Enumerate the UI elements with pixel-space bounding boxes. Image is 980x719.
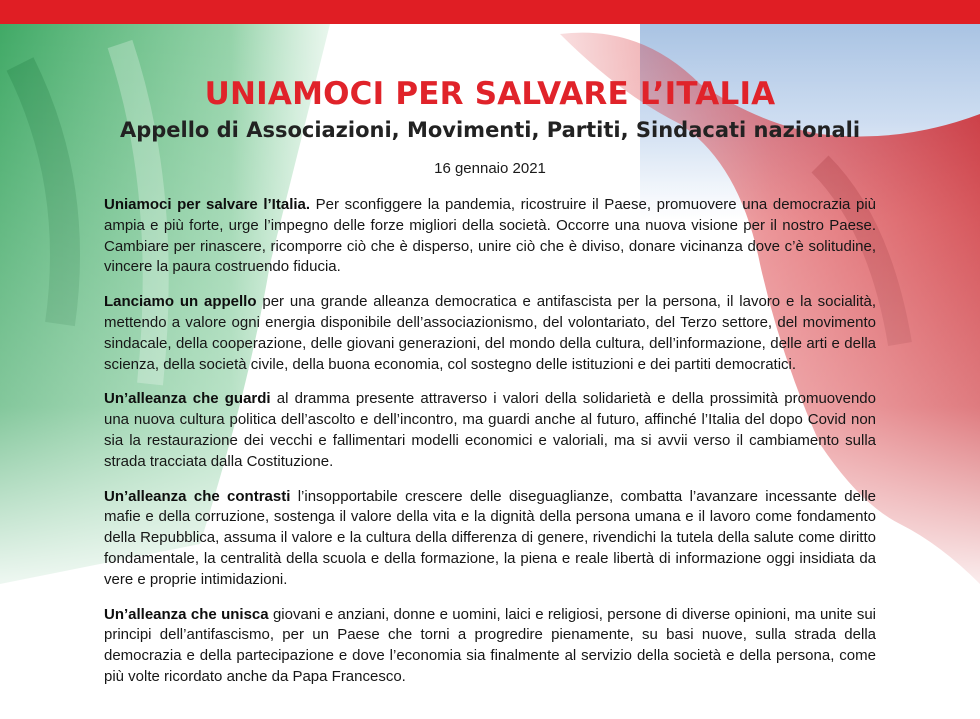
paragraph-lead: Un’alleanza che unisca [104, 605, 269, 623]
appeal-body [104, 195, 876, 702]
document-date: 16 gennaio 2021 [434, 160, 546, 177]
paragraph-text: giovani e anziani, donne e uomini, laici e religiosi, persone di diverse opinioni, ma unite sui principi dell’antifascismo, per un Paese che torni a progredire pienamente, su basi nuove, sulla strada della democrazia e della partecipazione e dove l’economia sia finalmente al servizio della società e della persona, come più volte ricordato anche da Papa Francesco. [104, 605, 876, 685]
page-title: UNIAMOCI PER SALVARE L’ITALIA [204, 76, 776, 112]
paragraph-lead: Uniamoci per salvare l’Italia. [104, 196, 311, 213]
paragraph-5 [104, 605, 876, 688]
paragraph-lead: Lanciamo un appello [104, 293, 257, 311]
paragraph-lead: Un’alleanza che contrasti [104, 487, 291, 505]
document-content [0, 24, 980, 719]
top-red-bar [0, 0, 980, 24]
paragraph-3 [104, 389, 876, 472]
paragraph-lead: Un’alleanza che guardi [104, 390, 271, 408]
paragraph-1 [104, 195, 876, 278]
paragraph-text: al dramma presente attraverso i valori della solidarietà e della prossimità promuovendo una nuova cultura politica dell’ascolto e dell’incontro, ma guardi anche al futuro, affinché l’Italia del dopo Covid non sia la restaurazione dei vecchi e fallimentari modelli economici e valoriali, ma si avvii verso il cambiamento sulla strada tracciata dalla Costituzione. [104, 390, 876, 470]
paragraph-text: per una grande alleanza democratica e antifascista per la persona, il lavoro e la socialità, mettendo a valore ogni energia disponibile dell’associazionismo, del volontariato, del Terzo settore, del movimento sindacale, della cooperazione, delle giovani generazioni, del mondo della cultura, dell’informazione, delle arti e della scienza, della società civile, della buona economia, col sostegno delle istituzioni e dei partiti democratici. [104, 293, 877, 373]
paragraph-2 [104, 292, 876, 375]
paragraph-text: Per sconfiggere la pandemia, ricostruire il Paese, promuovere una democrazia più ampia e più forte, urge l’impegno delle forze migliori della società. Occorre una nuova visione per il nostro Paese. Cambiare per rinascere, ricomporre ciò che è disperso, unire ciò che è diviso, donare vicinanza dove c’è solitudine, vincere la paura costruendo fiducia. [104, 196, 876, 276]
paragraph-text: l’insopportabile crescere delle diseguaglianze, combatta l’avanzare incessante delle mafie e della corruzione, sostenga il valore della vita e la dignità della persona umana e il lavoro come fondamento della Repubblica, assuma il valore e la cultura della differenza di genere, rivendichi la tutela della salute come diritto fondamentale, la centralità della scuola e della formazione, la piena e reale libertà di informazione oggi insidiata da vere e proprie intimidazioni. [104, 487, 876, 588]
page-subtitle: Appello di Associazioni, Movimenti, Partiti, Sindacati nazionali [119, 118, 861, 142]
paragraph-4 [104, 487, 876, 591]
